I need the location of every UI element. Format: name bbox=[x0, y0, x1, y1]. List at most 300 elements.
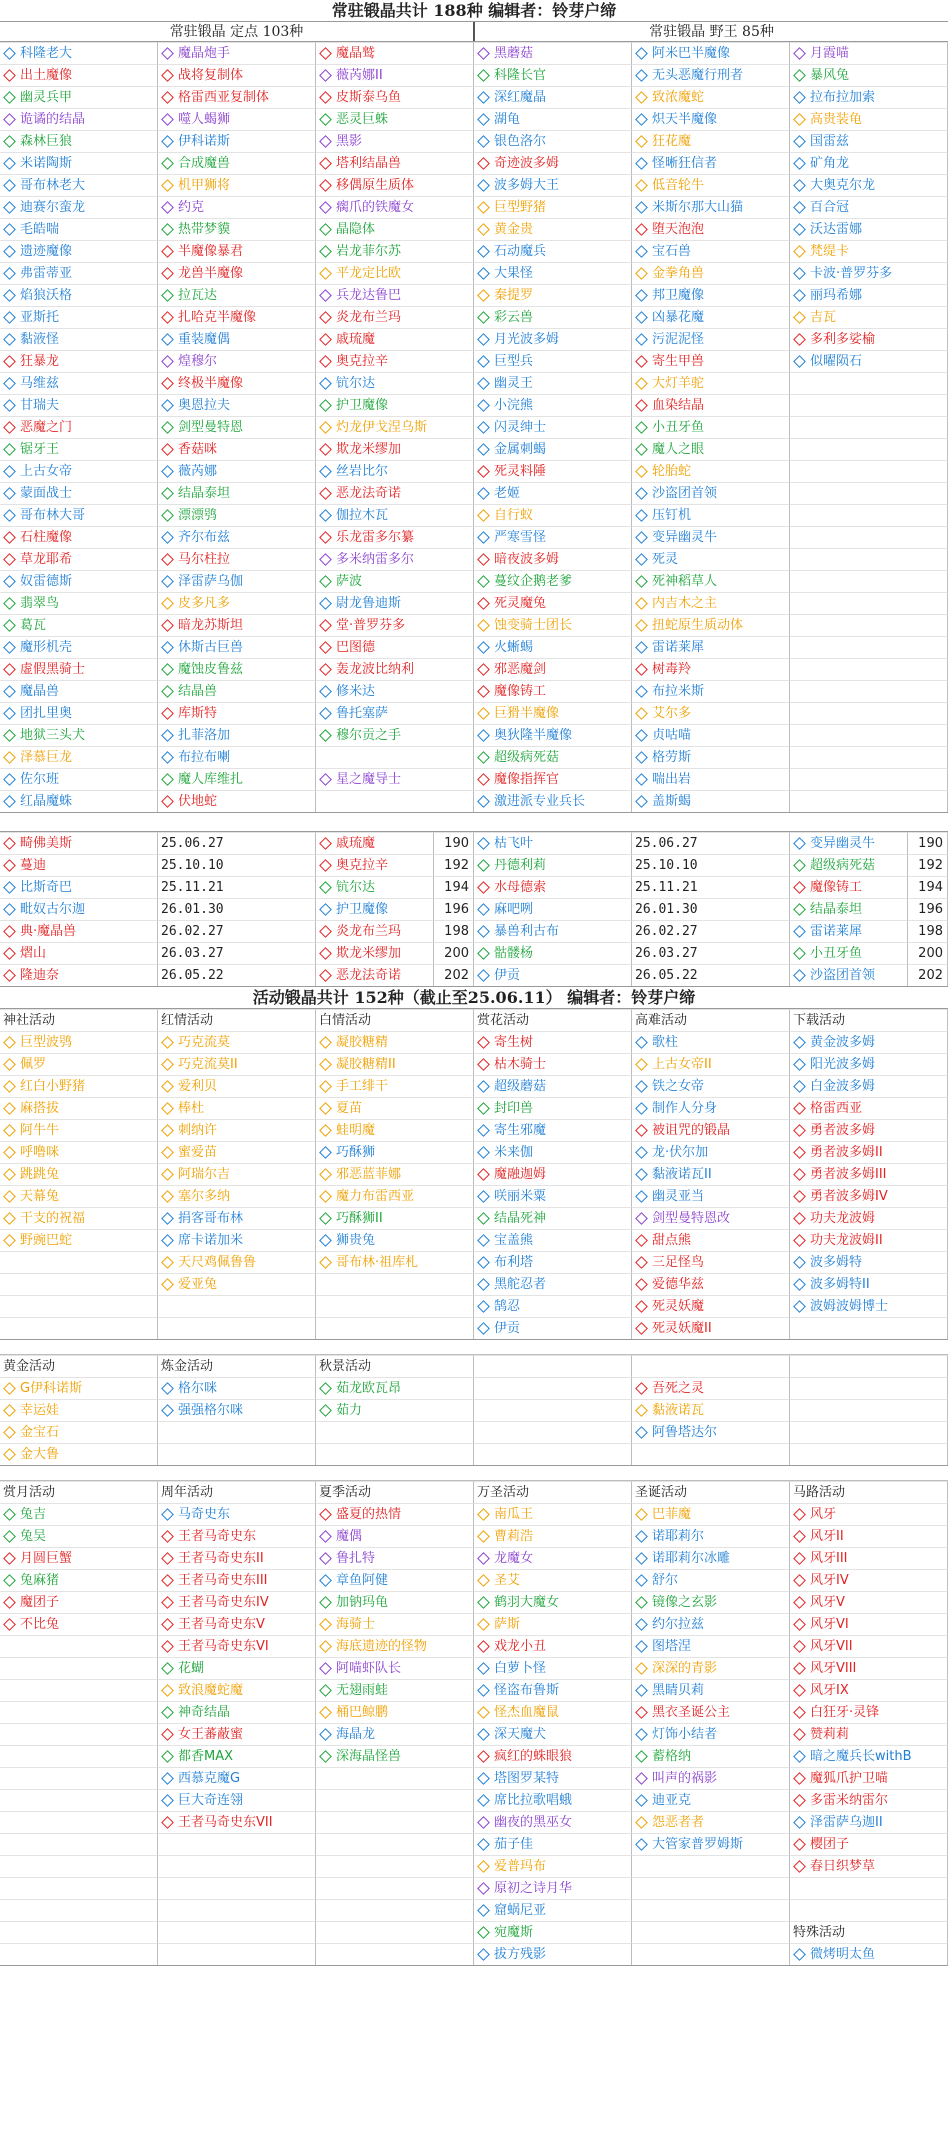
diamond-icon bbox=[635, 377, 648, 390]
diamond-icon bbox=[161, 1596, 174, 1609]
diamond-icon bbox=[477, 1552, 490, 1565]
crystal-entry bbox=[158, 416, 316, 438]
empty-cell bbox=[0, 1745, 158, 1767]
crystal-entry bbox=[790, 196, 948, 218]
crystal-entry bbox=[158, 702, 316, 724]
crystal-name: 剑型曼特恩 bbox=[178, 420, 244, 435]
crystal-entry bbox=[790, 328, 948, 350]
crystal-entry bbox=[158, 284, 316, 306]
diamond-icon bbox=[793, 1838, 806, 1851]
crystal-name: 月圆巨蟹 bbox=[20, 1551, 73, 1566]
crystal-entry bbox=[474, 1119, 632, 1141]
crystal-name: 席卡诺加米 bbox=[178, 1233, 244, 1248]
crystal-name: 伽拉木瓦 bbox=[336, 508, 389, 523]
crystal-entry bbox=[158, 592, 316, 614]
empty-cell bbox=[0, 1635, 158, 1657]
crystal-name: 死神稻草人 bbox=[652, 574, 718, 589]
crystal-entry bbox=[790, 86, 948, 108]
event-table-2 bbox=[0, 1355, 948, 1466]
crystal-entry bbox=[316, 876, 434, 898]
crystal-name: 月光波多姆 bbox=[494, 332, 560, 347]
crystal-name: 加钠玛龟 bbox=[336, 1595, 389, 1610]
crystal-entry bbox=[0, 1399, 158, 1421]
crystal-entry bbox=[632, 1399, 790, 1421]
crystal-name: 巨猾半魔像 bbox=[494, 706, 560, 721]
crystal-entry bbox=[632, 196, 790, 218]
diamond-icon bbox=[3, 179, 16, 192]
crystal-name: 艾尔多 bbox=[652, 706, 692, 721]
crystal-name: 遗迹魔像 bbox=[20, 244, 73, 259]
crystal-name: 白萝卜怪 bbox=[494, 1661, 547, 1676]
crystal-entry bbox=[158, 724, 316, 746]
diamond-icon bbox=[477, 685, 490, 698]
column-header: 圣诞活动 bbox=[632, 1481, 790, 1503]
crystal-entry bbox=[316, 1053, 474, 1075]
diamond-icon bbox=[161, 421, 174, 434]
crystal-name: 勇者波多姆III bbox=[810, 1167, 887, 1182]
crystal-entry bbox=[158, 526, 316, 548]
diamond-icon bbox=[635, 1058, 648, 1071]
crystal-name: 鲁扎特 bbox=[336, 1551, 376, 1566]
crystal-name: 超级蘑菇 bbox=[494, 1079, 547, 1094]
diamond-icon bbox=[477, 531, 490, 544]
crystal-name: 风牙 bbox=[810, 1507, 837, 1522]
crystal-name: 巧克流莫 bbox=[178, 1035, 231, 1050]
diamond-icon bbox=[477, 355, 490, 368]
diamond-icon bbox=[3, 1234, 16, 1247]
crystal-entry bbox=[158, 1613, 316, 1635]
empty-cell bbox=[158, 1943, 316, 1965]
section-subtitles bbox=[0, 22, 948, 42]
diamond-icon bbox=[319, 1080, 332, 1093]
crystal-name: 阿鲁塔达尔 bbox=[652, 1425, 718, 1440]
crystal-entry bbox=[0, 1075, 158, 1097]
diamond-icon bbox=[319, 333, 332, 346]
diamond-icon bbox=[635, 1706, 648, 1719]
diamond-icon bbox=[3, 1382, 16, 1395]
crystal-entry bbox=[474, 460, 632, 482]
diamond-icon bbox=[477, 377, 490, 390]
diamond-icon bbox=[319, 487, 332, 500]
diamond-icon bbox=[477, 157, 490, 170]
crystal-entry bbox=[158, 790, 316, 812]
crystal-entry bbox=[474, 636, 632, 658]
diamond-icon bbox=[319, 947, 332, 960]
crystal-name: 塞尔多纳 bbox=[178, 1189, 231, 1204]
diamond-icon bbox=[161, 729, 174, 742]
diamond-icon bbox=[635, 685, 648, 698]
crystal-name: 黑舵忍者 bbox=[494, 1277, 547, 1292]
regular-crystal-table bbox=[0, 42, 948, 813]
crystal-name: 狮贵兔 bbox=[336, 1233, 376, 1248]
crystal-name: 图塔涅 bbox=[652, 1639, 692, 1654]
crystal-name: 结晶泰坦 bbox=[810, 902, 863, 917]
crystal-name: 钪尔达 bbox=[336, 376, 376, 391]
crystal-name: 波多姆特II bbox=[810, 1277, 870, 1292]
crystal-name: 爱亚兔 bbox=[178, 1277, 218, 1292]
crystal-name: 鹄忍 bbox=[494, 1299, 521, 1314]
crystal-entry bbox=[474, 42, 632, 64]
crystal-entry bbox=[474, 768, 632, 790]
crystal-entry bbox=[158, 196, 316, 218]
crystal-entry bbox=[632, 1185, 790, 1207]
diamond-icon bbox=[477, 1036, 490, 1049]
crystal-entry bbox=[0, 702, 158, 724]
crystal-entry bbox=[316, 372, 474, 394]
crystal-entry bbox=[632, 1097, 790, 1119]
crystal-entry bbox=[0, 1031, 158, 1053]
diamond-icon bbox=[319, 663, 332, 676]
crystal-entry bbox=[632, 108, 790, 130]
crystal-entry bbox=[632, 1547, 790, 1569]
diamond-icon bbox=[793, 969, 806, 982]
crystal-name: 深海晶怪兽 bbox=[336, 1749, 402, 1764]
diamond-icon bbox=[477, 443, 490, 456]
crystal-name: 暗龙苏斯坦 bbox=[178, 618, 244, 633]
crystal-entry bbox=[316, 1569, 474, 1591]
crystal-entry bbox=[316, 768, 474, 790]
crystal-name: 石柱魔像 bbox=[20, 530, 73, 545]
crystal-entry bbox=[632, 1789, 790, 1811]
crystal-entry bbox=[0, 328, 158, 350]
empty-cell bbox=[790, 614, 948, 636]
crystal-entry bbox=[474, 724, 632, 746]
crystal-entry bbox=[474, 876, 632, 898]
crystal-name: 萨波 bbox=[336, 574, 363, 589]
crystal-entry bbox=[790, 876, 908, 898]
diamond-icon bbox=[477, 553, 490, 566]
empty-cell bbox=[158, 1443, 316, 1465]
crystal-name: 压钉机 bbox=[652, 508, 692, 523]
crystal-name: 雷诺莱犀 bbox=[652, 640, 705, 655]
crystal-entry bbox=[632, 636, 790, 658]
diamond-icon bbox=[635, 729, 648, 742]
crystal-name: 白狂牙·灵锋 bbox=[810, 1705, 880, 1720]
crystal-entry bbox=[474, 152, 632, 174]
crystal-name: 伊贡 bbox=[494, 968, 521, 983]
empty-cell bbox=[790, 1399, 948, 1421]
crystal-entry bbox=[0, 262, 158, 284]
crystal-name: 拔方残影 bbox=[494, 1947, 547, 1962]
diamond-icon bbox=[477, 1124, 490, 1137]
crystal-name: 暴兽利古布 bbox=[494, 924, 560, 939]
diamond-icon bbox=[793, 1300, 806, 1313]
diamond-icon bbox=[477, 1168, 490, 1181]
date-cell: 26.02.27 bbox=[632, 920, 790, 942]
diamond-icon bbox=[477, 1838, 490, 1851]
crystal-name: 炽天半魔像 bbox=[652, 112, 718, 127]
diamond-icon bbox=[793, 267, 806, 280]
diamond-icon bbox=[161, 1146, 174, 1159]
diamond-icon bbox=[319, 859, 332, 872]
crystal-entry bbox=[790, 64, 948, 86]
empty-cell bbox=[0, 1789, 158, 1811]
crystal-entry bbox=[790, 1525, 948, 1547]
crystal-entry bbox=[632, 218, 790, 240]
crystal-entry bbox=[0, 1421, 158, 1443]
crystal-entry bbox=[0, 1185, 158, 1207]
crystal-name: 伊科诺斯 bbox=[178, 134, 231, 149]
crystal-entry bbox=[474, 86, 632, 108]
crystal-entry bbox=[316, 920, 434, 942]
crystal-name: 刺纳许 bbox=[178, 1123, 218, 1138]
crystal-entry bbox=[790, 1163, 948, 1185]
diamond-icon bbox=[635, 1574, 648, 1587]
crystal-entry bbox=[632, 1833, 790, 1855]
crystal-name: 爱利贝 bbox=[178, 1079, 218, 1094]
crystal-name: 休斯古巨兽 bbox=[178, 640, 244, 655]
crystal-name: 恶魔之门 bbox=[20, 420, 73, 435]
crystal-name: 卡波·普罗芬多 bbox=[810, 266, 893, 281]
crystal-entry bbox=[158, 1547, 316, 1569]
diamond-icon bbox=[319, 1596, 332, 1609]
crystal-entry bbox=[158, 240, 316, 262]
crystal-name: 修米达 bbox=[336, 684, 376, 699]
crystal-entry bbox=[632, 526, 790, 548]
diamond-icon bbox=[319, 377, 332, 390]
diamond-icon bbox=[319, 641, 332, 654]
empty-cell bbox=[316, 1443, 474, 1465]
crystal-entry bbox=[632, 1163, 790, 1185]
crystal-entry bbox=[0, 152, 158, 174]
crystal-name: 呼噜咪 bbox=[20, 1145, 60, 1160]
crystal-entry bbox=[790, 1503, 948, 1525]
crystal-name: 幽夜的黑巫女 bbox=[494, 1815, 573, 1830]
diamond-icon bbox=[161, 355, 174, 368]
diamond-icon bbox=[161, 1640, 174, 1653]
empty-cell bbox=[632, 1855, 790, 1877]
crystal-entry bbox=[158, 42, 316, 64]
diamond-icon bbox=[635, 1816, 648, 1829]
crystal-name: 终极半魔像 bbox=[178, 376, 244, 391]
crystal-name: 波多姆大王 bbox=[494, 178, 560, 193]
crystal-entry bbox=[474, 262, 632, 284]
empty-cell bbox=[0, 1657, 158, 1679]
crystal-name: 寄生树 bbox=[494, 1035, 534, 1050]
crystal-entry bbox=[0, 1229, 158, 1251]
crystal-entry bbox=[632, 130, 790, 152]
crystal-name: 黄金贵 bbox=[494, 222, 534, 237]
empty-cell bbox=[158, 1295, 316, 1317]
diamond-icon bbox=[635, 1794, 648, 1807]
diamond-icon bbox=[3, 859, 16, 872]
crystal-name: 巨型波鸮 bbox=[20, 1035, 73, 1050]
crystal-name: 沃达雷娜 bbox=[810, 222, 863, 237]
diamond-icon bbox=[3, 1574, 16, 1587]
crystal-entry bbox=[474, 1701, 632, 1723]
crystal-entry bbox=[316, 1119, 474, 1141]
crystal-name: 黏液怪 bbox=[20, 332, 60, 347]
crystal-entry bbox=[474, 832, 632, 854]
diamond-icon bbox=[477, 399, 490, 412]
crystal-name: 波多姆特 bbox=[810, 1255, 863, 1270]
diamond-icon bbox=[477, 947, 490, 960]
diamond-icon bbox=[3, 729, 16, 742]
crystal-name: 地狱三头犬 bbox=[20, 728, 86, 743]
diamond-icon bbox=[477, 1926, 490, 1939]
crystal-name: 齐尔布兹 bbox=[178, 530, 231, 545]
crystal-entry bbox=[158, 1503, 316, 1525]
crystal-name: 沙盗团首领 bbox=[652, 486, 718, 501]
diamond-icon bbox=[161, 1168, 174, 1181]
diamond-icon bbox=[477, 1190, 490, 1203]
crystal-name: 黑睛贝莉 bbox=[652, 1683, 705, 1698]
diamond-icon bbox=[635, 289, 648, 302]
diamond-icon bbox=[319, 135, 332, 148]
diamond-icon bbox=[477, 1080, 490, 1093]
crystal-entry bbox=[316, 64, 474, 86]
diamond-icon bbox=[635, 597, 648, 610]
diamond-icon bbox=[635, 553, 648, 566]
crystal-name: 巴图德 bbox=[336, 640, 376, 655]
diamond-icon bbox=[635, 773, 648, 786]
crystal-entry bbox=[0, 174, 158, 196]
diamond-icon bbox=[635, 1552, 648, 1565]
crystal-name: 狂暴龙 bbox=[20, 354, 60, 369]
crystal-entry bbox=[474, 1317, 632, 1339]
date-cell: 25.06.27 bbox=[632, 832, 790, 854]
crystal-entry bbox=[632, 1657, 790, 1679]
crystal-name: 兔吴 bbox=[20, 1529, 47, 1544]
diamond-icon bbox=[793, 333, 806, 346]
diamond-icon bbox=[793, 113, 806, 126]
crystal-name: 甜点熊 bbox=[652, 1233, 692, 1248]
diamond-icon bbox=[793, 47, 806, 60]
crystal-name: 哥布林·祖库札 bbox=[336, 1255, 419, 1270]
diamond-icon bbox=[319, 223, 332, 236]
crystal-name: 魔像指挥官 bbox=[494, 772, 560, 787]
crystal-entry bbox=[0, 724, 158, 746]
crystal-name: 幽灵王 bbox=[494, 376, 534, 391]
crystal-entry bbox=[158, 614, 316, 636]
diamond-icon bbox=[161, 1794, 174, 1807]
crystal-name: 矿角龙 bbox=[810, 156, 850, 171]
diamond-icon bbox=[319, 311, 332, 324]
crystal-entry bbox=[316, 1701, 474, 1723]
crystal-entry bbox=[474, 1811, 632, 1833]
crystal-name: 多米纳雷多尔 bbox=[336, 552, 415, 567]
crystal-name: 幸运娃 bbox=[20, 1403, 60, 1418]
diamond-icon bbox=[161, 751, 174, 764]
crystal-entry bbox=[0, 636, 158, 658]
crystal-entry bbox=[316, 1141, 474, 1163]
crystal-entry bbox=[632, 746, 790, 768]
crystal-name: 吾死之灵 bbox=[652, 1381, 705, 1396]
crystal-name: 王者马奇史东IV bbox=[178, 1595, 269, 1610]
diamond-icon bbox=[793, 201, 806, 214]
crystal-entry bbox=[158, 1745, 316, 1767]
diamond-icon bbox=[3, 1552, 16, 1565]
diamond-icon bbox=[477, 509, 490, 522]
diamond-icon bbox=[161, 1684, 174, 1697]
crystal-entry bbox=[474, 1613, 632, 1635]
crystal-name: 恶龙法奇诺 bbox=[336, 968, 402, 983]
crystal-entry bbox=[790, 152, 948, 174]
crystal-entry bbox=[632, 768, 790, 790]
crystal-name: 塔利结晶兽 bbox=[336, 156, 402, 171]
empty-cell bbox=[790, 1877, 948, 1899]
diamond-icon bbox=[319, 1124, 332, 1137]
crystal-entry bbox=[474, 328, 632, 350]
crystal-entry bbox=[632, 1251, 790, 1273]
empty-cell bbox=[790, 548, 948, 570]
crystal-name: 魔人库维扎 bbox=[178, 772, 244, 787]
diamond-icon bbox=[319, 1256, 332, 1269]
diamond-icon bbox=[635, 1322, 648, 1335]
crystal-name: 闪灵绅士 bbox=[494, 420, 547, 435]
crystal-name: 多利多娑榆 bbox=[810, 332, 876, 347]
crystal-entry bbox=[790, 942, 908, 964]
column-header bbox=[790, 1355, 948, 1377]
crystal-name: 西慕克魔G bbox=[178, 1771, 241, 1786]
diamond-icon bbox=[477, 333, 490, 346]
crystal-entry bbox=[316, 504, 474, 526]
crystal-name: 王者马奇史东 bbox=[178, 1529, 257, 1544]
crystal-name: 重装魔偶 bbox=[178, 332, 231, 347]
crystal-entry bbox=[0, 416, 158, 438]
crystal-entry bbox=[632, 328, 790, 350]
crystal-entry bbox=[474, 130, 632, 152]
crystal-name: 欺龙米缪加 bbox=[336, 442, 402, 457]
crystal-entry bbox=[790, 920, 908, 942]
crystal-entry bbox=[0, 1053, 158, 1075]
crystal-name: 亚斯托 bbox=[20, 310, 60, 325]
diamond-icon bbox=[161, 1662, 174, 1675]
crystal-name: 戚琉魔 bbox=[336, 836, 376, 851]
empty-cell bbox=[316, 1899, 474, 1921]
crystal-entry bbox=[790, 130, 948, 152]
empty-cell bbox=[0, 1701, 158, 1723]
crystal-name: 功夫龙波姆II bbox=[810, 1233, 883, 1248]
diamond-icon bbox=[793, 1794, 806, 1807]
diamond-icon bbox=[319, 619, 332, 632]
date-cell: 25.06.27 bbox=[158, 832, 316, 854]
crystal-name: 魔团子 bbox=[20, 1595, 60, 1610]
crystal-name: 龙·伏尔加 bbox=[652, 1145, 709, 1160]
crystal-entry bbox=[632, 1745, 790, 1767]
crystal-entry bbox=[158, 1119, 316, 1141]
crystal-entry bbox=[0, 768, 158, 790]
diamond-icon bbox=[319, 1574, 332, 1587]
crystal-name: 手工绯干 bbox=[336, 1079, 389, 1094]
diamond-icon bbox=[793, 925, 806, 938]
empty-cell bbox=[0, 1899, 158, 1921]
diamond-icon bbox=[635, 223, 648, 236]
diamond-icon bbox=[319, 969, 332, 982]
crystal-name: 上古女帝II bbox=[652, 1057, 712, 1072]
crystal-name: 甘瑞夫 bbox=[20, 398, 60, 413]
column-header: 马路活动 bbox=[790, 1481, 948, 1503]
crystal-name: 王者马奇史东VII bbox=[178, 1815, 273, 1830]
crystal-name: 星之魔导士 bbox=[336, 772, 402, 787]
crystal-entry bbox=[474, 790, 632, 812]
crystal-entry bbox=[0, 1377, 158, 1399]
diamond-icon bbox=[319, 47, 332, 60]
crystal-name: 国雷兹 bbox=[810, 134, 850, 149]
empty-cell bbox=[0, 1723, 158, 1745]
crystal-name: 巧克流莫II bbox=[178, 1057, 238, 1072]
crystal-entry bbox=[632, 306, 790, 328]
spacer bbox=[0, 1466, 948, 1481]
crystal-entry bbox=[632, 614, 790, 636]
crystal-entry bbox=[158, 570, 316, 592]
crystal-name: 王者马奇史东VI bbox=[178, 1639, 269, 1654]
crystal-name: 比斯奇巴 bbox=[20, 880, 73, 895]
crystal-name: 瘸爪的铁魔女 bbox=[336, 200, 415, 215]
crystal-entry bbox=[790, 240, 948, 262]
crystal-entry bbox=[0, 42, 158, 64]
empty-cell bbox=[790, 570, 948, 592]
